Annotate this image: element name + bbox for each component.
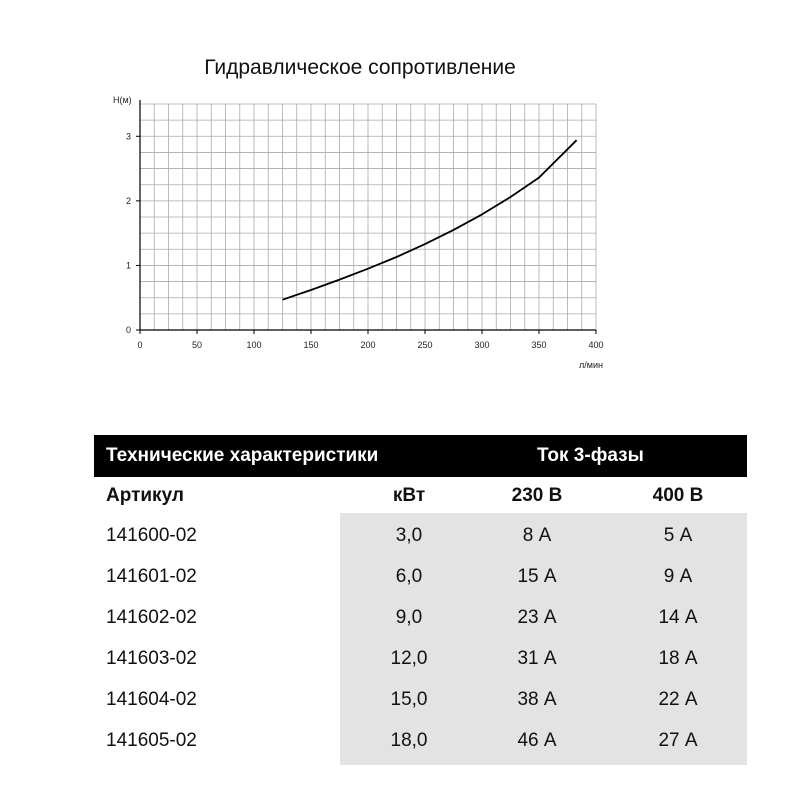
x-tick-label: 250 [417,340,433,350]
y-axis-label: H(м) [113,95,132,105]
column-header-400v: 400 В [652,485,704,506]
cell-230v: 23 А [517,607,557,628]
x-tick-label: 300 [474,340,490,350]
cell-article: 141600-02 [106,525,197,546]
x-tick-label: 100 [246,340,262,350]
cell-400v: 9 А [663,566,693,587]
x-tick-label: 0 [137,340,143,350]
x-tick-label: 400 [588,340,604,350]
cell-article: 141605-02 [106,730,197,751]
cell-230v: 15 А [517,566,557,587]
x-tick-label: 150 [303,340,319,350]
chart-ticks [126,131,604,350]
cell-power: 3,0 [395,525,423,546]
cell-400v: 14 А [658,607,698,628]
cell-power: 6,0 [395,566,423,587]
column-header-article: Артикул [106,485,184,506]
specs-header-bar [94,435,747,477]
cell-400v: 5 А [663,525,693,546]
table-row [94,517,747,557]
table-row [94,640,747,680]
y-tick-label: 2 [125,195,131,206]
cell-230v: 46 А [517,730,557,751]
x-axis-label: л/мин [579,360,603,370]
chart-title: Гидравлическое сопротивление [204,56,516,79]
cell-400v: 27 А [658,730,698,751]
cell-power: 9,0 [395,607,423,628]
table-row [94,558,747,598]
cell-article: 141602-02 [106,607,197,628]
cell-article: 141604-02 [106,689,197,710]
table-row [94,681,747,721]
cell-230v: 31 А [517,648,557,669]
y-tick-label: 3 [125,131,131,142]
y-tick-label: 1 [125,260,131,271]
chart-series [283,140,577,300]
column-header-row [94,477,747,517]
cell-400v: 18 А [658,648,698,669]
y-tick-label: 0 [125,325,131,335]
column-header-power: кВт [392,485,426,506]
cell-power: 15,0 [390,689,428,710]
cell-230v: 38 А [517,689,557,710]
cell-400v: 22 А [658,689,698,710]
cell-power: 18,0 [390,730,428,751]
cell-230v: 8 А [522,525,552,546]
chart-grid [140,104,596,330]
x-tick-label: 50 [191,340,203,350]
table-row [94,722,747,762]
column-header-230v: 230 В [511,485,563,506]
specs-table [94,435,747,765]
x-tick-label: 350 [531,340,547,350]
current-label: Ток 3-фазы [537,445,644,466]
x-tick-label: 200 [360,340,376,350]
series-line [283,140,577,300]
cell-power: 12,0 [390,648,428,669]
table-row [94,599,747,639]
cell-article: 141603-02 [106,648,197,669]
cell-article: 141601-02 [106,566,197,587]
specs-title: Технические характеристики [106,445,379,466]
